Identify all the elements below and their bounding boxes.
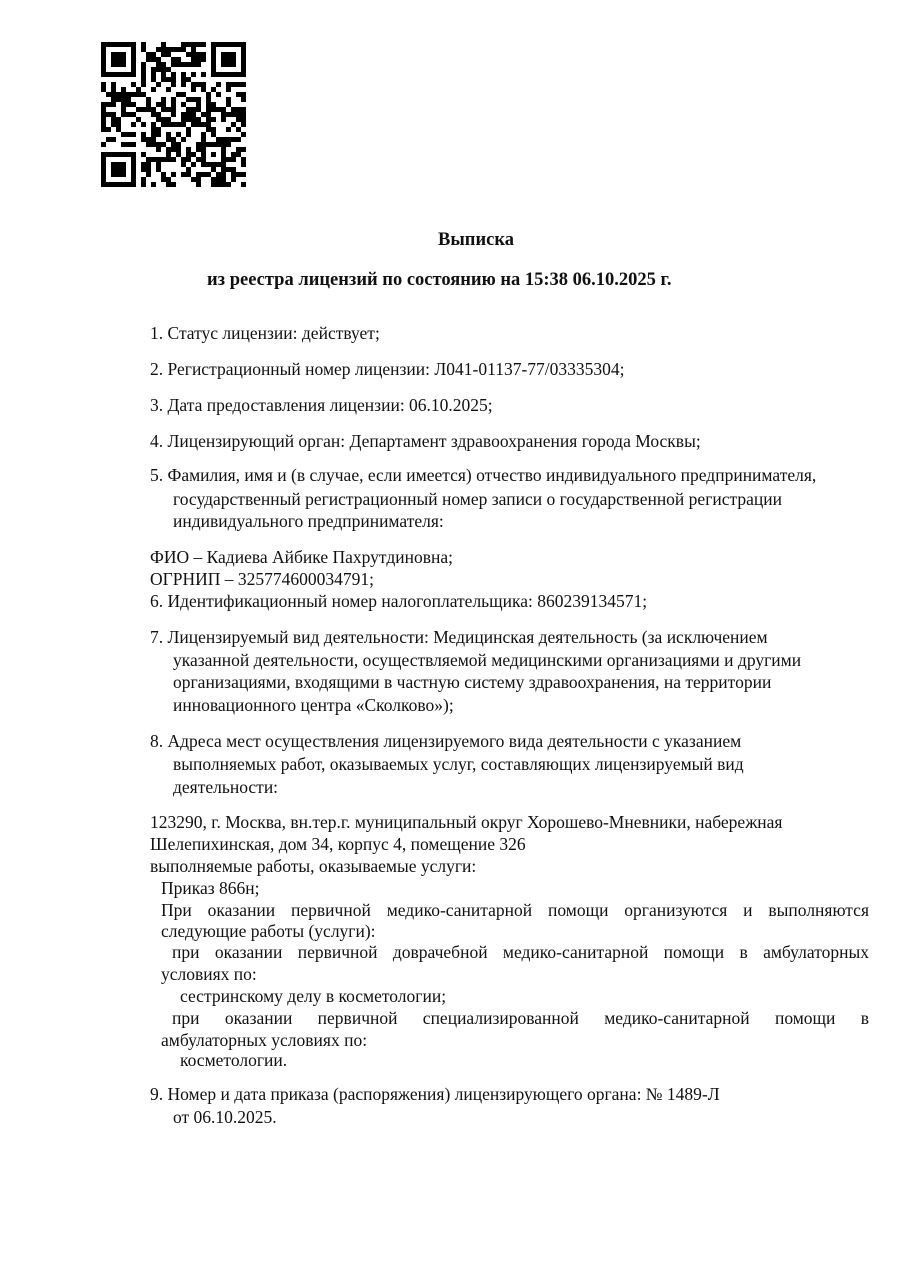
primary-care-line-2: следующие работы (услуги): (161, 921, 376, 941)
item7-line-3: организациями, входящими в частную систему здравоохранения, на территории (173, 672, 772, 692)
item9-line-2: от 06.10.2025. (173, 1107, 277, 1127)
pre-doctor-line-1: при оказании первичной доврачебной медико-санитарной помощи в амбулаторных (172, 942, 869, 962)
address-line-2: Шелепихинская, дом 34, корпус 4, помещение 326 (150, 834, 526, 854)
qr-code (101, 42, 246, 187)
address-line-1: 123290, г. Москва, вн.тер.г. муниципальный округ Хорошево-Мневники, набережная (150, 812, 783, 832)
item7-line-4: инновационного центра «Сколково»); (173, 695, 454, 715)
works-label: выполняемые работы, оказываемые услуги: (150, 856, 477, 876)
taxpayer-id: 6. Идентификационный номер налогоплательщика: 860239134571; (150, 591, 648, 611)
specialized-line-2: амбулаторных условиях по: (161, 1030, 368, 1050)
document-subtitle: из реестра лицензий по состоянию на 15:38 06.10.2025 г. (207, 270, 672, 290)
licensing-authority: 4. Лицензирующий орган: Департамент здравоохранения города Москвы; (150, 431, 701, 451)
specialized-line-1: при оказании первичной специализированной медико-санитарной помощи в (172, 1008, 869, 1028)
item7-line-1: 7. Лицензируемый вид деятельности: Медицинская деятельность (за исключением (150, 627, 768, 647)
item9-line-1: 9. Номер и дата приказа (распоряжения) лицензирующего органа: № 1489-Л (150, 1084, 720, 1104)
document-title: Выписка (438, 230, 514, 250)
item8-line-1: 8. Адреса мест осуществления лицензируемого вида деятельности с указанием (150, 731, 742, 751)
entrepreneur-name: ФИО – Кадиева Айбике Пахрутдиновна; (150, 547, 453, 567)
cosmetology: косметологии. (180, 1050, 288, 1070)
entrepreneur-ogrnip: ОГРНИП – 325774600034791; (150, 569, 375, 589)
license-reg-number: 2. Регистрационный номер лицензии: Л041-01137-77/03335304; (150, 359, 625, 379)
item8-line-2: выполняемых работ, оказываемых услуг, составляющих лицензируемый вид (173, 754, 744, 774)
item5-line-2: государственный регистрационный номер записи о государственной регистрации (173, 489, 782, 509)
nursing-cosmetology: сестринскому делу в косметологии; (180, 986, 447, 1006)
license-date: 3. Дата предоставления лицензии: 06.10.2025; (150, 395, 493, 415)
item7-line-2: указанной деятельности, осуществляемой медицинскими организациями и другими (173, 650, 802, 670)
license-status: 1. Статус лицензии: действует; (150, 323, 380, 343)
item5-line-3: индивидуального предпринимателя: (173, 511, 444, 531)
pre-doctor-line-2: условиях по: (161, 964, 257, 984)
item5-line-1: 5. Фамилия, имя и (в случае, если имеется) отчество индивидуального предпринимателя, (150, 465, 817, 485)
primary-care-line-1: При оказании первичной медико-санитарной помощи организуются и выполняются (161, 900, 869, 920)
item8-line-3: деятельности: (173, 777, 279, 797)
order-866: Приказ 866н; (161, 878, 260, 898)
